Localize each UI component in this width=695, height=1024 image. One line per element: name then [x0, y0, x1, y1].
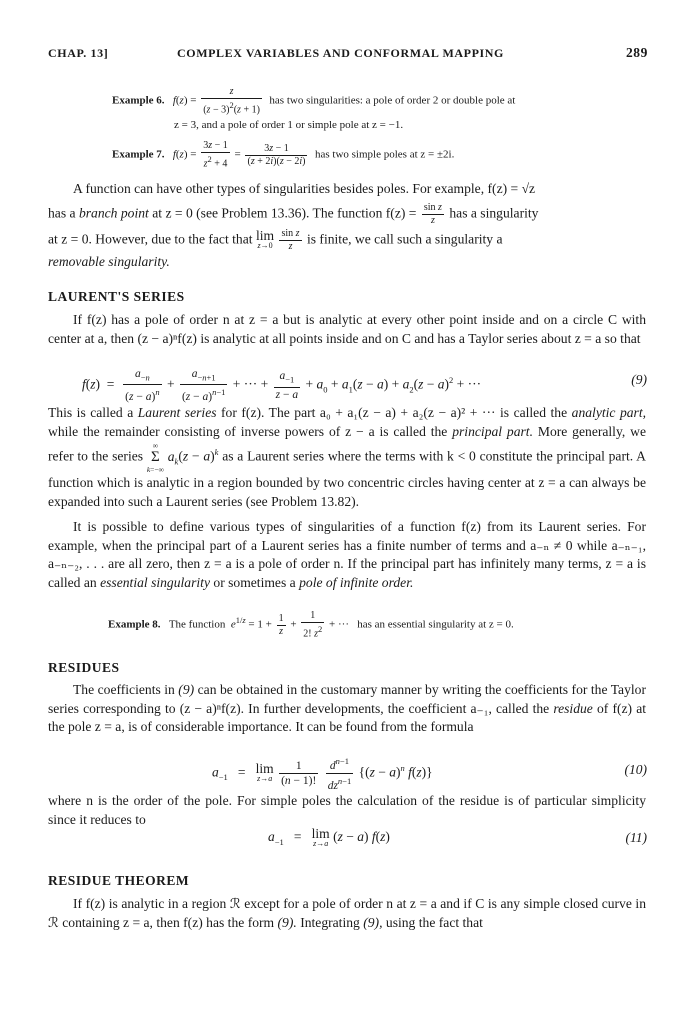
singularity-line-2a: has a — [48, 205, 76, 221]
equation-10: $a_{-1}$ = lim z→a $\frac{1}{(n - 1)!}$ $\frac{d^{n-1}}{dz^{n-1}}$ {$(z - a)^n$ f(z)} — [212, 756, 433, 792]
laurent-p1a: This is called a — [48, 405, 134, 420]
limit-sinz-z: lim z→0 — [255, 228, 275, 250]
laurent-intro-text: If f(z) has a pole of order n at z = a but is analytic at every other point inside and on a circle C with center at a, then (z − a)ⁿf(z) is analytic at all points inside and on C and has a Taylor series about z = a so that — [48, 312, 646, 346]
pole-infinite-order-term: pole of infinite order. — [299, 574, 414, 590]
laurent-p2a: It is possible to define various types of singularities of a function f(z) from its Laurent series. For example, when the principal part of a Laurent series has a finite number of terms and a₋ₙ ≠ 0 while a₋ₙ₋₁, a₋ₙ₋₂, . . . are all zero, then z = a is a pole of order n. If the principal part has infinitely many terms, z = a is called an — [48, 519, 646, 590]
example-6-label: Example 6. — [112, 94, 165, 107]
removable-singularity-term: removable singularity. — [48, 253, 170, 269]
laurent-paragraph-2 — [48, 518, 646, 592]
residues-p1-ref: (9) — [178, 682, 195, 697]
singularity-line-2c: has a singularity — [449, 205, 539, 221]
residues-paragraph-1 — [48, 681, 646, 737]
residues-p1a: The coefficients in — [73, 682, 175, 697]
singularity-line-2b: at z = 0 (see Problem 13.36). The function f(z) = — [152, 205, 417, 221]
residues-p1c: of f(z) at the pole z = a, is of considerable importance. It can be found from the formula — [48, 700, 646, 734]
example-8-text-a: The function — [168, 618, 226, 631]
laurent-series-term: Laurent series — [137, 405, 217, 420]
limit-fraction: $\frac{\text{sin z}}{z}$ — [281, 227, 300, 252]
laurent-p1b: for f(z). The part a₀ + a₁(z − a) + a₂(z − a)² + ··· is called the — [221, 405, 568, 420]
laurent-p1d: More generally, we refer to the series — [48, 423, 646, 464]
page-number: 289 — [625, 45, 648, 60]
residue-theorem-p1a: If f(z) is analytic in a region ℛ except for a pole of order n at z = a and if C is any simple closed curve in ℛ containing z = a, then f(z) has the form — [48, 896, 646, 930]
example-6-text-1: has two singularities: a pole of order 2 or double pole at — [269, 94, 516, 107]
singularity-line-3a: at z = 0. However, due to the fact that — [48, 231, 253, 247]
residue-theorem-ref-2: (9), — [363, 914, 383, 930]
example-6: Example 6. f(z) = $\frac{z}{(z - 3)^2(z + 1)}$ has two singularities: a pole of order 2 or double pole at z = 3, and a pole of order 1 or simple pole at z = −1. — [112, 86, 652, 132]
laurent-heading: LAURENT'S SERIES — [48, 289, 185, 304]
equation-9: f(z) = $\frac{a_{-n}}{(z - a)^n}$ + $\frac{a_{-n+1}}{(z - a)^{n-1}}$ + ··· + $\frac{a_{-1}}{z - a}$ + $a_0 + a_1(z - a) + a_2(z - a)^2$ + ··· — [82, 368, 482, 404]
essential-singularity-term: essential singularity — [100, 574, 210, 590]
running-header — [48, 46, 648, 64]
residue-theorem-heading: RESIDUE THEOREM — [48, 873, 190, 888]
residues-paragraph-2 — [48, 792, 646, 829]
singularity-paragraph — [48, 180, 646, 271]
example-7-fraction-2: $\frac{3z - 1}{(z + 2i)(z - 2i)}$ — [247, 142, 306, 167]
example-7-text: has two simple poles at z = ±2i. — [314, 148, 455, 161]
residues-p1b: can be obtained in the customary manner by writing the coefficients for the Taylor series corresponding to (z − a)ⁿf(z). In further developments, the coefficient a₋₁, called the — [48, 682, 646, 716]
example-8-label: Example 8. — [108, 618, 161, 631]
equation-9-number: (9) — [631, 372, 647, 387]
laurent-p1c: while the remainder consisting of inverse powers of z − a is called the — [48, 423, 448, 439]
chapter-label: CHAP. 13] — [48, 46, 109, 60]
analytic-part-term: analytic part, — [571, 405, 647, 420]
example-8: Example 8. The function $e^{1/z} = 1$ + $\frac{1}{z}$ + $\frac{1}{2! z^2}$ + ··· has an essential singularity at z = 0. — [108, 610, 514, 640]
laurent-p1e: as a Laurent series where the terms with k < 0 constitute the principal part. A function which is analytic in a region bounded by two concentric circles having center at z = a can always be expanded into such a Laurent series (see Problem 13.82). — [48, 448, 646, 509]
residues-p2: where n is the order of the pole. For simple poles the calculation of the residue is of particular simplicity since it reduces to — [48, 793, 646, 827]
singularity-line-1: A function can have other types of singularities besides poles. For example, f(z) = √z — [73, 181, 536, 196]
laurent-intro — [48, 311, 646, 348]
branch-point-term: branch point — [78, 205, 149, 221]
residue-theorem-p1c: using the fact that — [385, 914, 483, 930]
summation-symbol: ∞ Σ k=−∞ — [146, 441, 164, 474]
equation-10-number: (10) — [624, 762, 647, 777]
example-8-frac-1: $\frac{1}{z}$ — [278, 612, 284, 637]
chapter-title: COMPLEX VARIABLES AND CONFORMAL MAPPING — [177, 46, 504, 60]
sinz-over-z-fraction: $\frac{\text{sin z}}{z}$ — [423, 201, 442, 226]
example-7-label: Example 7. — [112, 148, 165, 161]
equation-11: $a_{-1}$ = lim z→a (z − a) f(z) — [268, 826, 390, 848]
principal-part-term: principal part. — [452, 423, 533, 439]
example-7: Example 7. f(z) = $\frac{3z - 1}{z^2 + 4}$ = $\frac{3z - 1}{(z + 2i)(z - 2i)}$ has two simple poles at z = ±2i. — [112, 140, 455, 170]
example-7-fraction-1: $\frac{3z - 1}{z^2 + 4}$ — [203, 140, 228, 170]
laurent-p2b: or sometimes a — [213, 574, 296, 590]
residue-theorem-p1b: Integrating — [300, 914, 360, 930]
residue-term: residue — [553, 700, 593, 716]
example-6-fraction: $\frac{z}{(z - 3)^2(z + 1)}$ — [203, 86, 260, 116]
residue-theorem-ref-1: (9). — [277, 914, 297, 930]
equation-11-number: (11) — [625, 830, 647, 845]
laurent-paragraph-1: This is called a Laurent series for f(z). The part a₀ + a₁(z − a) + a₂(z − a)² + ··· is called the analytic part, while the remainder consisting of inverse powers of z − a is called the principal part. More generally, we refer to the series ∞ Σ k=−∞ $a_k(z - a)^k$ as a Laurent series where the terms with k < 0 constitute the principal part. A function which is analytic in a region bounded by two concentric circles having center at z = a can always be expanded into such a Laurent series (see Problem 13.82). — [48, 405, 647, 509]
singularity-line-3b: is finite, we call such a singularity a — [306, 231, 503, 247]
example-8-text-b: has an essential singularity at z = 0. — [357, 618, 514, 631]
residue-theorem-paragraph — [48, 895, 646, 932]
example-8-frac-2: $\frac{1}{2! z^2}$ — [303, 610, 323, 640]
residues-heading: RESIDUES — [48, 660, 120, 675]
example-6-text-2: z = 3, and a pole of order 1 or simple pole at z = −1. — [174, 119, 404, 132]
